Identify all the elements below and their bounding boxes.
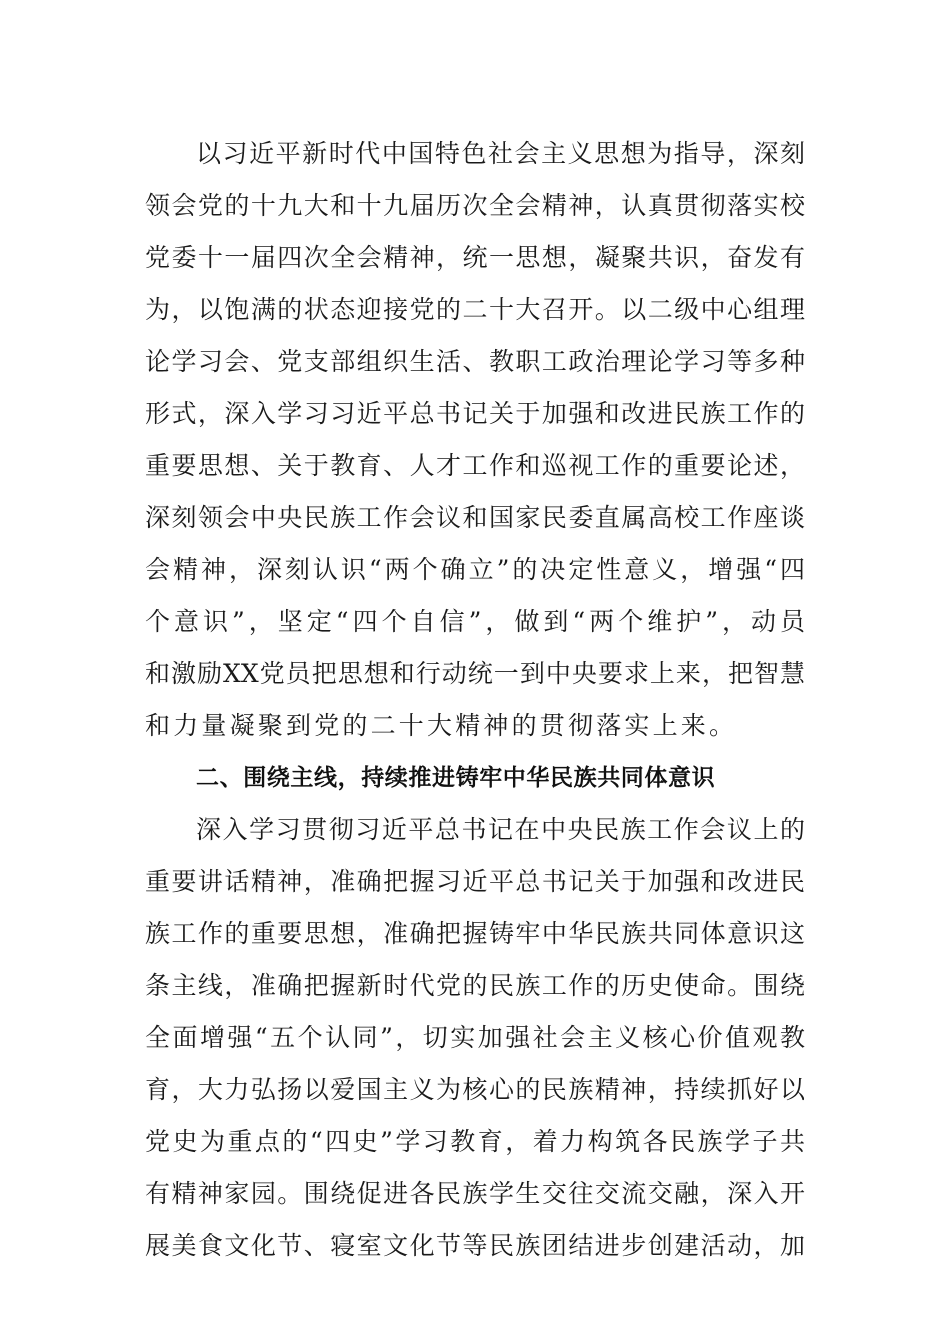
paragraph-line: 形式，深入学习习近平总书记关于加强和改进民族工作的 [145,399,805,428]
paragraph-line: 条主线，准确把握新时代党的民族工作的历史使命。围绕 [145,971,805,1000]
paragraph-line: 重要思想、关于教育、人才工作和巡视工作的重要论述， [145,451,805,480]
paragraph-line: 以习近平新时代中国特色社会主义思想为指导，深刻 [196,139,805,168]
paragraph-line: 展美食文化节、寝室文化节等民族团结进步创建活动，加 [145,1231,805,1260]
paragraph-line: 育，大力弘扬以爱国主义为核心的民族精神，持续抓好以 [145,1075,805,1104]
paragraph-line: 领会党的十九大和十九届历次全会精神，认真贯彻落实校 [145,191,805,220]
paragraph-line: 党委十一届四次全会精神，统一思想，凝聚共识，奋发有 [145,243,805,272]
paragraph-line: 族工作的重要思想，准确把握铸牢中华民族共同体意识这 [145,919,805,948]
paragraph-line: 论学习会、党支部组织生活、教职工政治理论学习等多种 [145,347,805,376]
paragraph-line: 和力量凝聚到党的二十大精神的贯彻落实上来。 [145,711,738,740]
paragraph-line: 有精神家园。围绕促进各民族学生交往交流交融，深入开 [145,1179,805,1208]
paragraph-line: 深刻领会中央民族工作会议和国家民委直属高校工作座谈 [145,503,805,532]
paragraph-line: 为，以饱满的状态迎接党的二十大召开。以二级中心组理 [145,295,805,324]
paragraph-line: 党史为重点的“四史”学习教育，着力构筑各民族学子共 [145,1127,805,1156]
paragraph-line: 重要讲话精神，准确把握习近平总书记关于加强和改进民 [145,867,805,896]
paragraph-line: 会精神，深刻认识“两个确立”的决定性意义，增强“四 [145,555,805,584]
paragraph-line: 全面增强“五个认同”，切实加强社会主义核心价值观教 [145,1023,805,1052]
paragraph-line: 和激励XX党员把思想和行动统一到中央要求上来，把智慧 [145,659,805,688]
paragraph-line: 个意识”，坚定“四个自信”，做到“两个维护”，动员 [145,607,805,636]
paragraph-line: 深入学习贯彻习近平总书记在中央民族工作会议上的 [196,815,805,844]
section-heading: 二、围绕主线，持续推进铸牢中华民族共同体意识 [196,765,716,791]
